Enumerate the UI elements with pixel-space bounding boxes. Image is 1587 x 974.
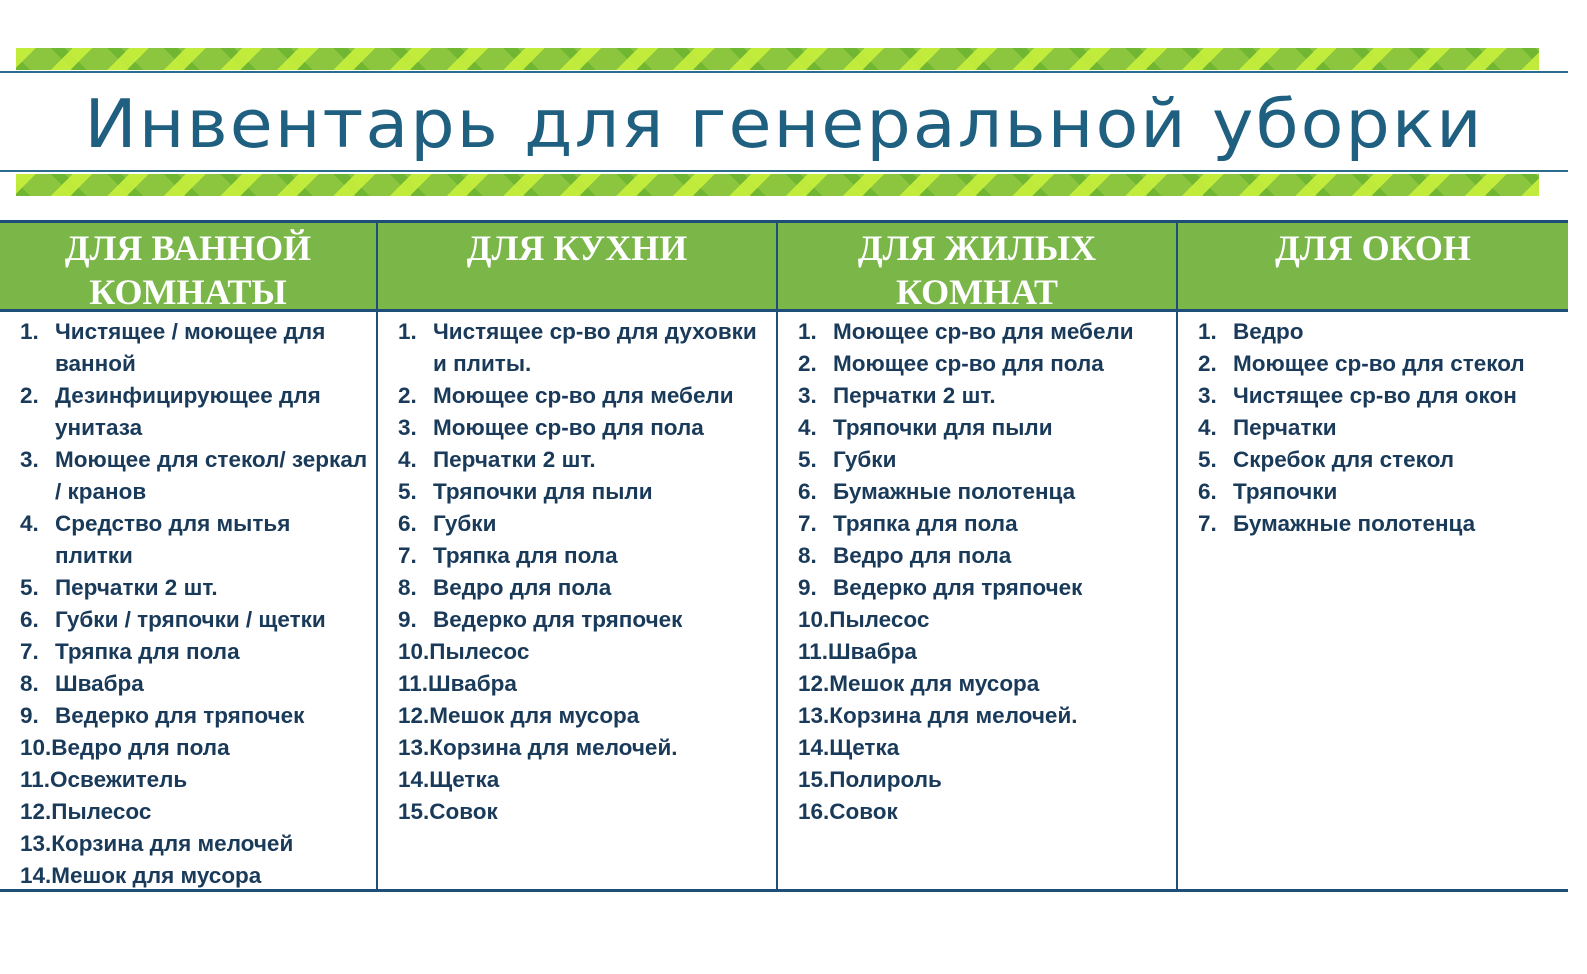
- column-bathroom: [0, 223, 376, 889]
- item-text: Щетка: [829, 735, 900, 760]
- item-text: Ведерко для тряпочек: [833, 575, 1083, 600]
- decorative-stripe-bottom: [16, 174, 1539, 196]
- decorative-stripe-top: [16, 48, 1539, 70]
- list-item: [798, 316, 1168, 348]
- item-number: 9.: [20, 703, 39, 728]
- list-item: [798, 444, 1168, 476]
- item-text: Ведро для пола: [433, 575, 612, 600]
- list-item: [398, 412, 768, 444]
- list-item: [798, 732, 1168, 764]
- list-item: [798, 540, 1168, 572]
- item-number: 12.: [398, 703, 430, 728]
- item-text: Губки: [833, 447, 897, 472]
- item-text: Моющее ср-во для мебели: [833, 319, 1134, 344]
- item-text: Перчатки 2 шт.: [55, 575, 218, 600]
- item-number: 5.: [20, 575, 39, 600]
- list-item: [398, 732, 768, 764]
- item-number: 10.: [20, 735, 52, 760]
- list-item: [798, 796, 1168, 828]
- item-text: Губки / тряпочки / щетки: [55, 607, 326, 632]
- item-text: Чистящее ср-во для духовки и плиты.: [433, 319, 757, 376]
- item-number: 11.: [798, 639, 829, 664]
- item-number: 6.: [398, 511, 417, 536]
- item-text: Ведро: [1233, 319, 1304, 344]
- item-text: Ведерко для тряпочек: [55, 703, 305, 728]
- list-item: [1198, 316, 1560, 348]
- item-text: Чистящее / моющее для ванной: [55, 319, 326, 376]
- list-item: [1198, 444, 1560, 476]
- list-item: [20, 508, 368, 572]
- item-text: Моющее ср-во для пола: [833, 351, 1104, 376]
- inventory-table: [0, 220, 1568, 892]
- item-number: 3.: [20, 447, 39, 472]
- list-item: [20, 316, 368, 380]
- item-text: Моющее ср-во для стекол: [1233, 351, 1525, 376]
- list-item: [798, 508, 1168, 540]
- item-text: Щетка: [429, 767, 500, 792]
- item-number: 1.: [1198, 319, 1217, 344]
- list-item: [1198, 476, 1560, 508]
- list-item: [398, 380, 768, 412]
- list-item: [20, 572, 368, 604]
- item-number: 15.: [398, 799, 430, 824]
- item-number: 4.: [798, 415, 817, 440]
- item-number: 12.: [798, 671, 830, 696]
- item-text: Корзина для мелочей.: [829, 703, 1078, 728]
- list-item: [798, 636, 1168, 668]
- item-number: 2.: [798, 351, 817, 376]
- item-number: 14.: [20, 863, 52, 888]
- item-text: Тряпка для пола: [433, 543, 618, 568]
- item-number: 2.: [398, 383, 417, 408]
- list-item: [398, 476, 768, 508]
- item-text: Швабра: [55, 671, 144, 696]
- item-text: Совок: [829, 799, 898, 824]
- column-kitchen: [376, 223, 776, 889]
- item-text: Пылесос: [429, 639, 530, 664]
- list-item: [398, 668, 768, 700]
- list-item: [1198, 380, 1560, 412]
- item-text: Ведро для пола: [51, 735, 230, 760]
- list-item: [20, 444, 368, 508]
- item-text: Тряпочки для пыли: [833, 415, 1053, 440]
- item-number: 7.: [798, 511, 817, 536]
- item-text: Скребок для стекол: [1233, 447, 1455, 472]
- item-number: 8.: [798, 543, 817, 568]
- list-item: [1198, 508, 1560, 540]
- list-item: [398, 700, 768, 732]
- item-list: [778, 312, 1176, 828]
- item-number: 8.: [398, 575, 417, 600]
- item-text: Чистящее ср-во для окон: [1233, 383, 1517, 408]
- list-item: [20, 380, 368, 444]
- item-text: Швабра: [828, 639, 917, 664]
- list-item: [798, 668, 1168, 700]
- column-windows: [1176, 223, 1568, 889]
- item-number: 1.: [798, 319, 817, 344]
- item-text: Корзина для мелочей: [51, 831, 294, 856]
- item-list: [1178, 312, 1568, 540]
- header-line: ДЛЯ ВАННОЙ: [64, 228, 312, 268]
- list-item: [1198, 412, 1560, 444]
- item-number: 9.: [798, 575, 817, 600]
- item-text: Совок: [429, 799, 498, 824]
- item-number: 15.: [798, 767, 830, 792]
- list-item: [798, 476, 1168, 508]
- item-number: 4.: [1198, 415, 1217, 440]
- item-text: Полироль: [829, 767, 942, 792]
- list-item: [398, 444, 768, 476]
- item-text: Дезинфицирующее для унитаза: [55, 383, 321, 440]
- item-text: Пылесос: [829, 607, 930, 632]
- header-line: КОМНАТ: [895, 272, 1059, 312]
- item-number: 3.: [798, 383, 817, 408]
- item-text: Швабра: [428, 671, 517, 696]
- list-item: [798, 380, 1168, 412]
- item-number: 6.: [798, 479, 817, 504]
- item-text: Тряпка для пола: [833, 511, 1018, 536]
- item-text: Освежитель: [50, 767, 188, 792]
- column-living-rooms: [776, 223, 1176, 889]
- item-text: Тряпка для пола: [55, 639, 240, 664]
- item-text: Тряпочки для пыли: [433, 479, 653, 504]
- item-text: Перчатки 2 шт.: [433, 447, 596, 472]
- item-number: 11.: [20, 767, 51, 792]
- item-number: 14.: [798, 735, 830, 760]
- column-header: [778, 223, 1176, 312]
- item-number: 1.: [398, 319, 417, 344]
- divider-line: [0, 170, 1568, 172]
- list-item: [398, 572, 768, 604]
- column-header: [1178, 223, 1568, 312]
- header-line: КОМНАТЫ: [89, 272, 287, 312]
- item-number: 5.: [1198, 447, 1217, 472]
- item-text: Тряпочки: [1233, 479, 1338, 504]
- item-number: 9.: [398, 607, 417, 632]
- item-text: Бумажные полотенца: [833, 479, 1076, 504]
- column-header: [378, 223, 776, 312]
- item-number: 7.: [1198, 511, 1217, 536]
- item-text: Средство для мытья плитки: [55, 511, 291, 568]
- item-text: Бумажные полотенца: [1233, 511, 1476, 536]
- item-number: 11.: [398, 671, 429, 696]
- list-item: [398, 540, 768, 572]
- list-item: [798, 572, 1168, 604]
- column-header: [0, 223, 376, 312]
- item-text: Корзина для мелочей.: [429, 735, 678, 760]
- item-text: Перчатки: [1233, 415, 1337, 440]
- item-number: 13.: [398, 735, 430, 760]
- item-text: Губки: [433, 511, 497, 536]
- list-item: [1198, 348, 1560, 380]
- item-number: 7.: [398, 543, 417, 568]
- list-item: [798, 348, 1168, 380]
- list-item: [20, 636, 368, 668]
- list-item: [398, 604, 768, 636]
- list-item: [20, 796, 368, 828]
- item-number: 4.: [398, 447, 417, 472]
- list-item: [798, 604, 1168, 636]
- list-item: [398, 636, 768, 668]
- item-text: Мешок для мусора: [429, 703, 640, 728]
- header-line: ДЛЯ КУХНИ: [466, 228, 688, 268]
- list-item: [20, 700, 368, 732]
- list-item: [798, 412, 1168, 444]
- list-item: [398, 796, 768, 828]
- item-list: [378, 312, 776, 828]
- item-number: 6.: [1198, 479, 1217, 504]
- item-number: 6.: [20, 607, 39, 632]
- item-number: 12.: [20, 799, 52, 824]
- item-number: 3.: [398, 415, 417, 440]
- divider-line: [0, 71, 1568, 73]
- list-item: [798, 764, 1168, 796]
- list-item: [20, 860, 368, 892]
- item-number: 7.: [20, 639, 39, 664]
- item-number: 8.: [20, 671, 39, 696]
- list-item: [20, 604, 368, 636]
- list-item: [398, 764, 768, 796]
- item-text: Ведерко для тряпочек: [433, 607, 683, 632]
- item-list: [0, 312, 376, 892]
- list-item: [398, 508, 768, 540]
- item-number: 1.: [20, 319, 39, 344]
- item-number: 2.: [20, 383, 39, 408]
- item-number: 2.: [1198, 351, 1217, 376]
- list-item: [20, 764, 368, 796]
- item-number: 13.: [798, 703, 830, 728]
- item-number: 10.: [398, 639, 430, 664]
- page-title: Инвентарь для генеральной уборки: [84, 84, 1484, 164]
- list-item: [20, 732, 368, 764]
- list-item: [398, 316, 768, 380]
- item-number: 13.: [20, 831, 52, 856]
- item-text: Моющее ср-во для пола: [433, 415, 704, 440]
- item-text: Мешок для мусора: [829, 671, 1040, 696]
- item-text: Ведро для пола: [833, 543, 1012, 568]
- header-line: ДЛЯ ОКОН: [1275, 228, 1471, 268]
- list-item: [20, 828, 368, 860]
- item-text: Моющее ср-во для мебели: [433, 383, 734, 408]
- item-text: Мешок для мусора: [51, 863, 262, 888]
- item-number: 10.: [798, 607, 830, 632]
- item-text: Пылесос: [51, 799, 152, 824]
- item-number: 3.: [1198, 383, 1217, 408]
- header-line: ДЛЯ ЖИЛЫХ: [857, 228, 1097, 268]
- list-item: [798, 700, 1168, 732]
- item-number: 4.: [20, 511, 39, 536]
- item-number: 14.: [398, 767, 430, 792]
- item-number: 5.: [398, 479, 417, 504]
- item-text: Моющее для стекол/ зеркал / кранов: [55, 447, 368, 504]
- list-item: [20, 668, 368, 700]
- item-number: 16.: [798, 799, 830, 824]
- item-number: 5.: [798, 447, 817, 472]
- item-text: Перчатки 2 шт.: [833, 383, 996, 408]
